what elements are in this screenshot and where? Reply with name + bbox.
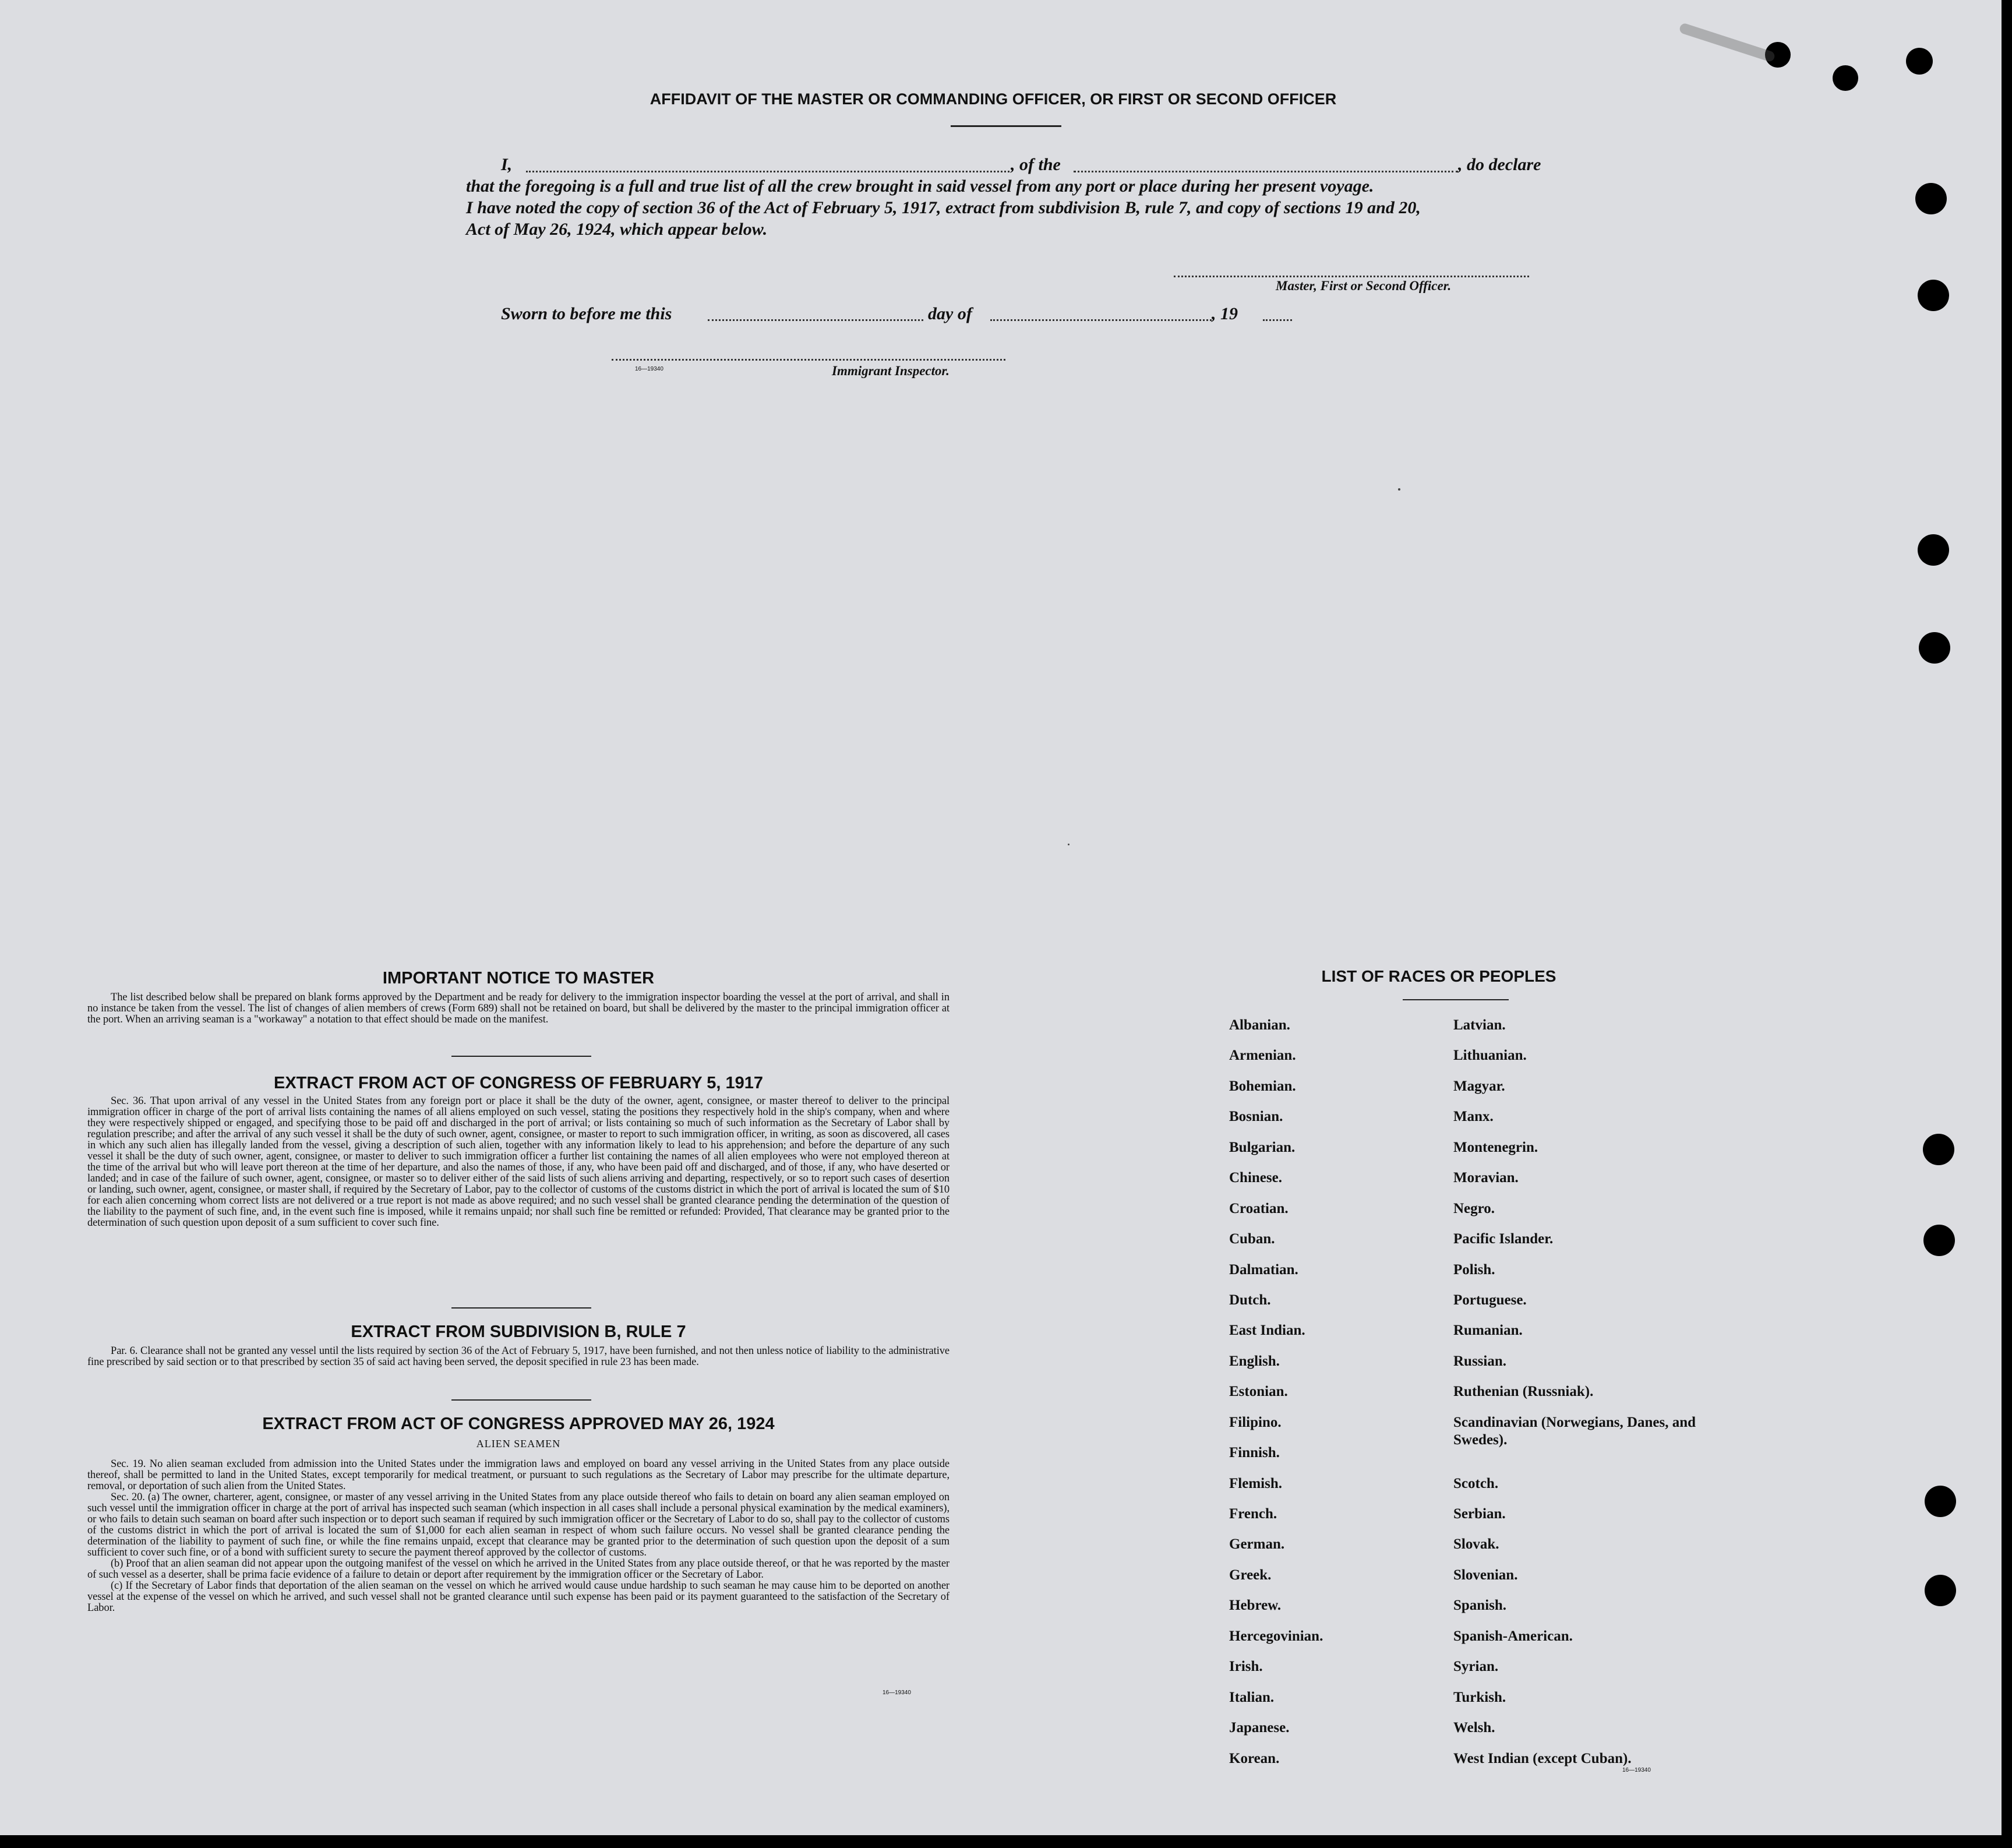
punch-hole — [1919, 632, 1950, 664]
race-item: Bohemian. — [1229, 1078, 1296, 1094]
race-item: Polish. — [1453, 1261, 1495, 1278]
race-item: Chinese. — [1229, 1170, 1282, 1186]
race-item: Pacific Islander. — [1453, 1231, 1554, 1247]
punch-hole — [1925, 1575, 1956, 1606]
race-item: French. — [1229, 1506, 1277, 1522]
race-item: Magyar. — [1453, 1078, 1505, 1094]
race-item: Filipino. — [1229, 1414, 1282, 1430]
race-item: Turkish. — [1453, 1689, 1506, 1705]
race-item: Slovak. — [1453, 1536, 1499, 1553]
race-item: Welsh. — [1453, 1720, 1495, 1736]
section-20c-paragraph: (c) If the Secretary of Labor finds that deportation of the alien seaman on the vessel on which he arrived would cause undue hardship to such seaman he may cause him to be deported on another vessel at the expense of the vessel on which he arrived, and such vessel shall not be granted clearance until such expense has been paid or its payment guaranteed to the satisfaction of the Secretary of Labor. — [87, 1580, 949, 1614]
affidavit-declare-label: , do declare — [1458, 155, 1541, 174]
race-item: Rumanian. — [1453, 1322, 1523, 1339]
extract-1917-text — [87, 1096, 949, 1229]
race-item: Ruthenian (Russniak). — [1453, 1384, 1594, 1400]
race-item: Italian. — [1229, 1689, 1275, 1705]
punch-hole — [1906, 48, 1933, 75]
race-item: Bulgarian. — [1229, 1139, 1296, 1155]
race-item: Scotch. — [1453, 1475, 1499, 1491]
race-item: Scandinavian (Norwegians, Danes, and Swedes). — [1453, 1414, 1696, 1448]
sworn-month-line[interactable] — [990, 319, 1212, 321]
race-item: Estonian. — [1229, 1384, 1288, 1400]
sworn-day-line[interactable] — [708, 319, 923, 321]
race-item: Hebrew. — [1229, 1597, 1282, 1614]
punch-hole — [1923, 1134, 1954, 1165]
day-of-label: day of — [928, 304, 972, 323]
affidavit-line-4: Act of May 26, 1924, which appear below. — [466, 220, 768, 239]
races-column-2 — [1453, 1017, 1727, 1780]
signature-line[interactable] — [1174, 276, 1529, 277]
year-label: , 19 — [1212, 304, 1238, 323]
section-20b-paragraph: (b) Proof that an alien seaman did not appear upon the outgoing manifest of the vessel on which he arrived in the United States from any place outside thereof, or that he was reported by the master of such vessel as a deserter, shall be prima facie evidence of a failure to detain or deport after requirement by the immigration officer or the Secretary of Labor. — [87, 1558, 949, 1581]
form-number: 16—19340 — [883, 1690, 911, 1696]
title-divider — [951, 125, 1061, 127]
race-item: Dutch. — [1229, 1292, 1271, 1308]
section-divider — [451, 1399, 591, 1401]
paragraph-6: Par. 6. Clearance shall not be granted any vessel until the lists required by section 36 of the Act of February 5, 1917, have been furnished, and not then unless notice of liability to the administrative fine prescribed by said section or to that prescribed by section 35 of said act having been served, the deposit specified in rule 23 has been made. — [87, 1345, 949, 1368]
extract-1924-title: EXTRACT FROM ACT OF CONGRESS APPROVED MAY 26, 1924 — [262, 1415, 775, 1433]
punch-hole — [1923, 1225, 1955, 1256]
vessel-blank-line[interactable] — [1074, 171, 1458, 172]
affidavit-line-2: that the foregoing is a full and true list of all the crew brought in said vessel from any port or place during her present voyage. — [466, 177, 1374, 196]
race-item: Manx. — [1453, 1109, 1494, 1125]
race-item: Portuguese. — [1453, 1292, 1527, 1308]
race-item: Greek. — [1229, 1567, 1272, 1583]
form-number: 16—19340 — [1622, 1767, 1651, 1773]
race-item: West Indian (except Cuban). — [1453, 1750, 1632, 1766]
race-item: Armenian. — [1229, 1048, 1296, 1064]
race-item: Lithuanian. — [1453, 1048, 1527, 1064]
race-item: Moravian. — [1453, 1170, 1519, 1186]
name-blank-line[interactable] — [526, 171, 1009, 172]
sworn-label: Sworn to before me this — [501, 304, 672, 323]
race-item: Korean. — [1229, 1750, 1280, 1766]
race-item: Japanese. — [1229, 1720, 1290, 1736]
race-item: Spanish-American. — [1453, 1628, 1573, 1644]
races-column-1 — [1229, 1017, 1323, 1780]
race-item: Negro. — [1453, 1200, 1495, 1216]
alien-seamen-subtitle: ALIEN SEAMEN — [476, 1438, 561, 1450]
race-item: German. — [1229, 1536, 1285, 1553]
races-divider — [1403, 999, 1509, 1000]
race-item: Albanian. — [1229, 1017, 1290, 1033]
extract-1924-text — [87, 1459, 949, 1614]
form-number: 16—19340 — [635, 366, 663, 372]
punch-hole — [1918, 534, 1949, 566]
race-item: Slovenian. — [1453, 1567, 1518, 1583]
punch-hole — [1925, 1486, 1956, 1517]
extract-1917-title: EXTRACT FROM ACT OF CONGRESS OF FEBRUARY 5, 1917 — [273, 1074, 764, 1092]
race-item: Finnish. — [1229, 1445, 1280, 1461]
punch-hole — [1918, 280, 1949, 311]
race-item: East Indian. — [1229, 1322, 1305, 1339]
affidavit-title: AFFIDAVIT OF THE MASTER OR COMMANDING OFFICER, OR FIRST OR SECOND OFFICER — [650, 90, 1337, 108]
race-item: Bosnian. — [1229, 1109, 1283, 1125]
race-item: Montenegrin. — [1453, 1139, 1538, 1155]
race-item: Syrian. — [1453, 1659, 1499, 1675]
race-item: Spanish. — [1453, 1597, 1507, 1614]
race-item: Croatian. — [1229, 1200, 1289, 1216]
races-title: LIST OF RACES OR PEOPLES — [1321, 967, 1556, 985]
race-item: Russian. — [1453, 1353, 1507, 1369]
section-19-paragraph: Sec. 19. No alien seaman excluded from admission into the United States under the immigration laws and employed on board any vessel arriving in the United States from any place outside thereof, shall be permitted to land in the United States, except temporarily for medical treatment, or pursuant to such regulations as the Secretary of Labor may prescribe for the ultimate departure, removal, or deportation of such alien from the United States. — [87, 1458, 949, 1492]
affidavit-i-label: I, — [501, 155, 513, 174]
extract-rule7-title: EXTRACT FROM SUBDIVISION B, RULE 7 — [351, 1322, 686, 1341]
notice-text — [87, 992, 949, 1025]
race-item: Cuban. — [1229, 1231, 1275, 1247]
torn-corner-mark — [1678, 22, 1775, 63]
section-divider — [451, 1056, 591, 1057]
section-divider — [451, 1307, 591, 1309]
affidavit-of-the-label: , of the — [1011, 155, 1061, 174]
notice-paragraph: The list described below shall be prepared on blank forms approved by the Department and be ready for delivery to the immigration inspector boarding the vessel at the port of arrival, and shall in no instance be taken from the vessel. The list of changes of alien members of crews (Form 689) shall not be retained on board, but shall be delivered by the master to the principal immigration officer at the port. When an arriving seaman is a "workaway" a notation to that effect should be made on the manifest. — [87, 992, 949, 1025]
extract-rule7-text — [87, 1346, 949, 1368]
notice-title: IMPORTANT NOTICE TO MASTER — [382, 969, 655, 988]
race-item: Serbian. — [1453, 1506, 1506, 1522]
inspector-signature-line[interactable] — [612, 359, 1005, 361]
speck — [1398, 488, 1400, 491]
race-item: Flemish. — [1229, 1475, 1282, 1491]
section-20a-paragraph: Sec. 20. (a) The owner, charterer, agent, consignee, or master of any vessel arriving in the United States from any place outside thereof who fails to detain on board any alien seaman employed on such vessel until the immigration officer in charge at the port of arrival has inspected such seaman (which inspection in all cases shall include a personal physical examination by the medical examiners), or who fails to detain such seaman on board after such inspection or to deport such seaman if required by such immigration officer or the Secretary of Labor to do so, shall pay to the collector of customs of the customs district in which the port of arrival is located the sum of $1,000 for each alien seaman in respect of whom such failure occurs. No vessel shall be granted clearance pending the determination of the liability to payment of such fine, or while the fine remains unpaid, except that clearance may be granted prior to the determination of such question upon the deposit of a sum sufficient to cover such fine, or of a bond with sufficient surety to secure the payment thereof approved by the collector of customs. — [87, 1491, 949, 1558]
race-item: English. — [1229, 1353, 1280, 1369]
punch-hole — [1915, 183, 1947, 214]
race-item: Irish. — [1229, 1659, 1263, 1675]
section-36-paragraph: Sec. 36. That upon arrival of any vessel in the United States from any foreign port or place it shall be the duty of the owner, agent, consignee, or master thereof to deliver to the principal immigration officer in charge of the port of arrival lists containing the names of all aliens employed on such vessel, stating the positions they respectively hold in the ship's company, when and where they were respectively shipped or engaged, and specifying those to be paid off and discharged in the port of arrival; or lists containing so much of such information as the Secretary of Labor shall by regulation prescribe; and after the arrival of any such vessel it shall be the duty of such owner, agent, consignee, or master to report to such immigration officer, in writing, as soon as discovered, all cases in which any such alien has illegally landed from the vessel, giving a description of such alien, together with any information likely to lead to his apprehension; and before the departure of any such vessel it shall be the duty of such owner, agent, consignee, or master to deliver to such immigration officer a further list containing the names of all alien employees who were not employed thereon at the time of the arrival but who will leave port thereon at the time of her departure, and also the names of those, if any, who have been paid off and discharged, and of those, if any, who have deserted or landed; and in case of the failure of such owner, agent, consignee, or master so to deliver either of the said lists of such aliens arriving and departing, respectively, or so to report such cases of desertion or landing, such owner, agent, consignee, or master shall, if required by the Secretary of Labor, pay to the collector of customs of the customs district in which the port of arrival is located the sum of $10 for each alien concerning whom correct lists are not delivered or a true report is not made as above required; and no such vessel shall be granted clearance pending the determination of the question of the liability to the payment of such fine, and, in the event such fine is imposed, while it remains unpaid; nor shall such fine be remitted or refunded: Provided, That clearance may be granted prior to the determination of such question upon deposit of a sum sufficient to cover such fine. — [87, 1095, 949, 1229]
race-item: Hercegovinian. — [1229, 1628, 1323, 1644]
punch-hole — [1833, 65, 1858, 91]
sworn-year-line[interactable] — [1263, 319, 1292, 321]
race-item: Latvian. — [1453, 1017, 1506, 1033]
speck — [1068, 844, 1069, 845]
affidavit-line-3: I have noted the copy of section 36 of the Act of February 5, 1917, extract from subdivision B, rule 7, and copy of sections 19 and 20, — [466, 198, 1421, 217]
race-item: Dalmatian. — [1229, 1261, 1298, 1278]
inspector-label: Immigrant Inspector. — [832, 364, 949, 378]
signature-label: Master, First or Second Officer. — [1276, 278, 1452, 293]
